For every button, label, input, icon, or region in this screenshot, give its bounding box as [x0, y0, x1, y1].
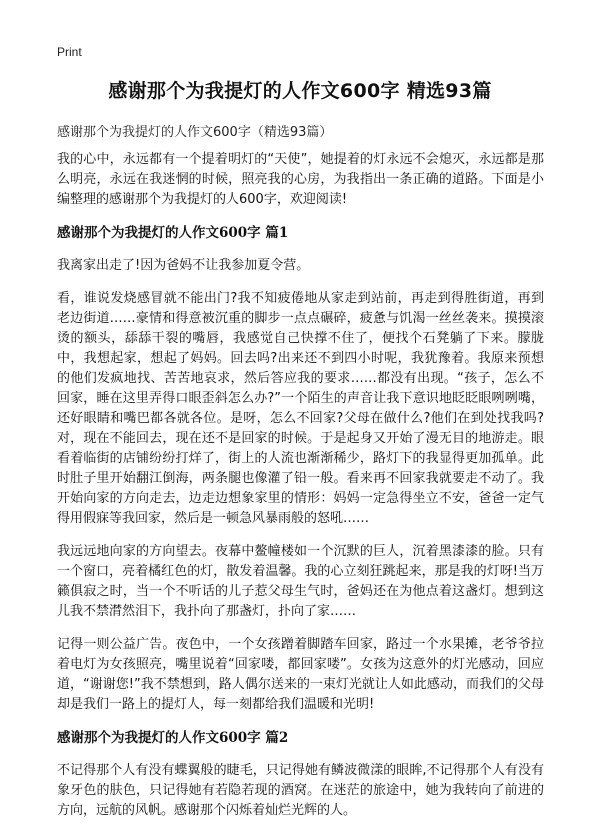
- article-paragraph: 我离家出走了!因为爸妈不让我参加夏令营。: [57, 258, 310, 273]
- page-subtitle: 感谢那个为我提灯的人作文600字（精选93篇）: [57, 125, 333, 140]
- section-heading-1: 感谢那个为我提灯的人作文600字 篇1: [57, 225, 289, 241]
- article-paragraph: 记得一则公益广告。夜色中，一个女孩蹭着脚踏车回家，路过一个水果摊，老爷爷拉着电灯为女孩照亮，嘴里说着“回家喽，都回家喽”。女孩为这意外的灯光感动，回应道，“谢谢您!”我不禁想到，路人偶尔送来的一束灯光就让人如此感动，而我们的父母却是我们一路上的提灯人，每一刻都给我们温暖和光明!: [57, 637, 544, 712]
- article-paragraph: 我远远地向家的方向望去。夜幕中鳌幢楼如一个沉默的巨人，沉着黑漆漆的脸。只有一个窗口，亮着橘红色的灯，散发着温馨。我的心立刻狂跳起来，那是我的灯呀!当万籁俱寂之时，当一个不听话的儿子惹父母生气时，爸妈还在为他点着这盏灯。想到这儿我不禁潸然泪下，我扑向了那盏灯，扑向了家……: [57, 544, 544, 619]
- article-body: [57, 150, 544, 834]
- print-link[interactable]: Print: [57, 45, 82, 59]
- article-paragraph: 看，谁说发烧感冒就不能出门?我不知疲倦地从家走到站前，再走到得胜街道，再到老边街道……豪情和得意被沉重的脚步一点点碾碎，疲惫与饥渴一丝丝袭来。摸摸滚烫的额头，舔舔干裂的嘴唇，我感觉自己快撑不住了，便找个石凳躺了下来。朦胧中，我想起家，想起了妈妈。回去吗?出来还不到四小时呢，我犹豫着。我原来预想的他们发疯地找、苦苦地哀求，然后答应我的要求……都没有出现。“孩子，怎么不回家，睡在这里弄得口眼歪斜怎么办?”一个陌生的声音让我下意识地眨眨眼咧咧嘴，还好眼睛和嘴巴都各就各位。是呀，怎么不回家?父母在做什么?他们在到处找我吗?对，现在不能回去，现在还不是回家的时候。于是起身又开始了漫无目的地游走。眼看着临街的店铺纷纷打烊了，街上的人流也渐渐稀少，路灯下的我显得更加孤单。此时肚子里开始翻江倒海，两条腿也像灌了铅一般。看来再不回家我就要走不动了。我开始向家的方向走去，边走边想象家里的情形：妈妈一定急得坐立不安，爸爸一定气得用假寐等我回家，然后是一顿急风暴雨般的怒吼……: [57, 291, 544, 526]
- intro-paragraph: 我的心中，永远都有一个提着明灯的“天使”，她提着的灯永远不会熄灭，永远都是那么明亮，永远在我迷惘的时候，照亮我的心房，为我指出一条正确的道路。下面是小编整理的感谢那个为我提灯的人600字，欢迎阅读!: [57, 152, 544, 207]
- section-heading-2: 感谢那个为我提灯的人作文600字 篇2: [57, 730, 289, 746]
- page-title: 感谢那个为我提灯的人作文600字 精选93篇: [108, 80, 492, 102]
- article-paragraph: 不记得那个人有没有蝶翼般的睫毛，只记得她有鳞波微漾的眼眸,不记得那个人有没有象牙色的肤色，只记得她有若隐若现的酒窝。在迷茫的旅途中，她为我转向了前进的方向，远航的风帆。感谢那个闪烁着灿烂光辉的人。: [57, 763, 544, 818]
